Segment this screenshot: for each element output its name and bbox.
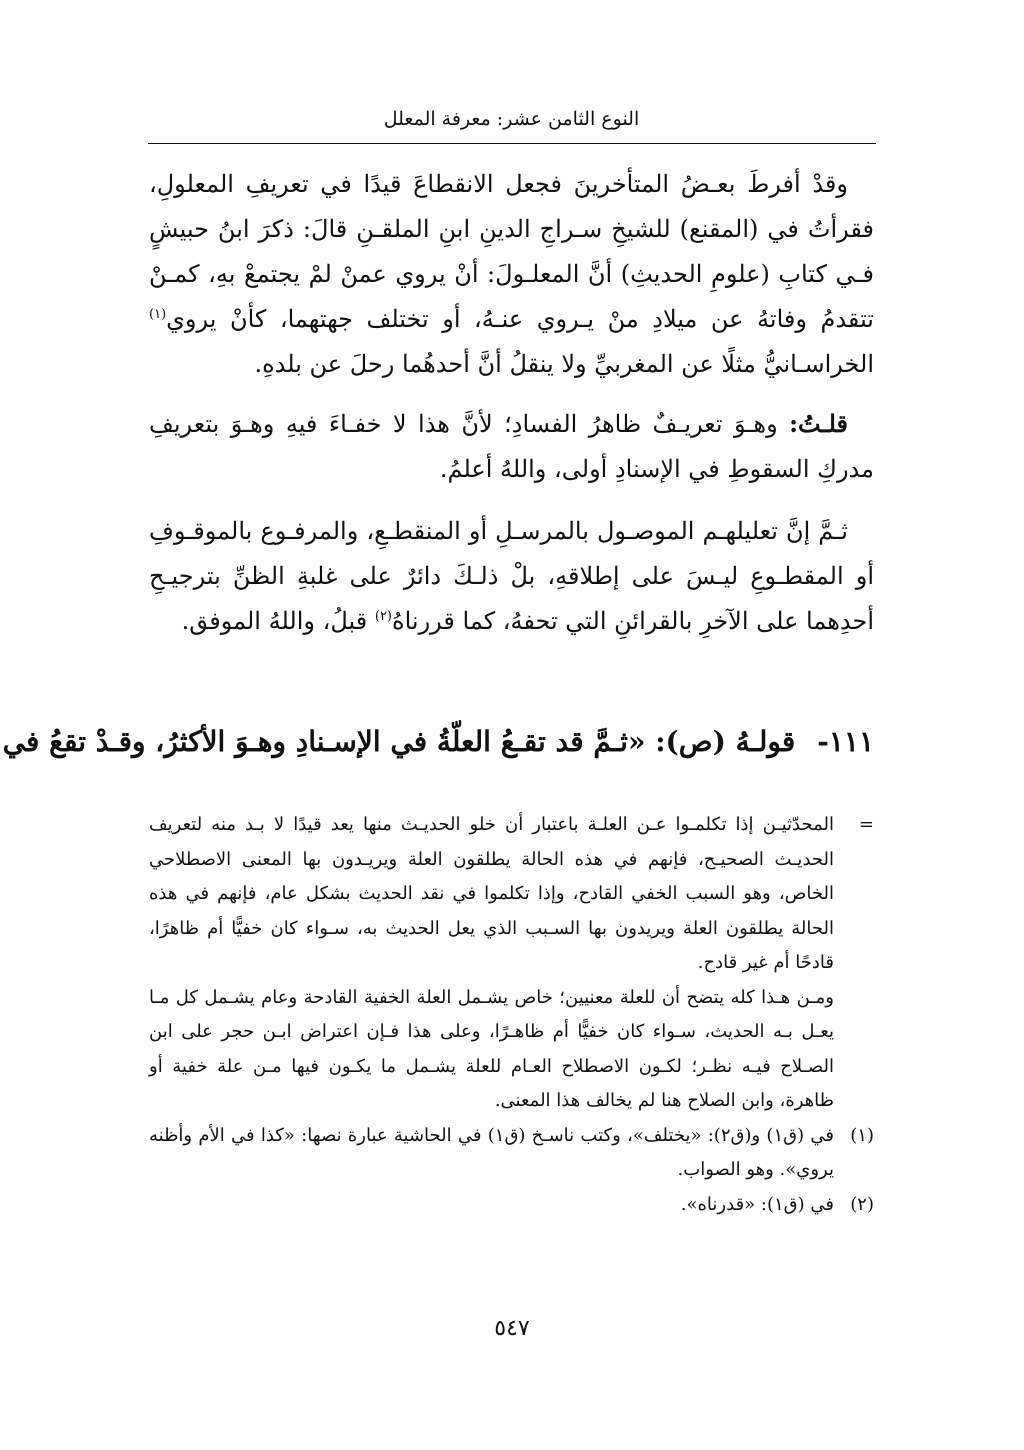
footnote-1-marker: (١) [850,1124,874,1146]
paragraph-1-text-a: وقدْ أفرطَ بعـضُ المتأخرينَ فجعل الانقطاعَ قيدًا في تعريفِ المعلولِ، فقرأتُ في (المقنع) للشيخِ سـراجِ الدينِ ابنِ الملقـنِ قالَ: ذكرَ ابنُ حبيشٍ فـي كتابِ (علومِ الحديثِ) أنَّ المعلـولَ: أنْ يروي عمنْ لمْ يجتمعْ بهِ، كمـنْ تتقدمُ وفاتهُ عن ميلادِ منْ يـروي عنـهُ، أو تختلف جهتهما، كأنْ يروي [149,170,875,333]
paragraph-3-text-a: ثـمَّ إنَّ تعليلهـم الموصـول بالمرسـلِ أو المنقطـعِ، والمرفـوع بالموقـوفِ أو المقطـوعِ ليـسَ على إطلاقهِ، بلْ ذلـكَ دائرٌ على غلبةِ الظنِّ بترجيـحِ أحدِهما على الآخرِ بالقرائنِ التي تحفهُ، كما قررناهُ [149,517,874,635]
paragraph-2 [149,401,874,492]
paragraph-1 [149,162,874,387]
paragraph-2-text: وهـوَ تعريـفٌ ظاهرُ الفسادِ؛ لأنَّ هذا لا خفـاءَ فيهِ وهـوَ بتعريفِ مدركِ السقوطِ في الإسنادِ أولى، واللهُ أعلمُ. [149,410,874,483]
footnote-continuation-text-2: ومـن هـذا كله يتضح أن للعلة معنيين؛ خاص يشـمل العلة الخفية القادحة وعام يشـمل كل مـا يعـل بـه الحديث، سـواء كان خفيًّا أم ظاهـرًا، وعلى هذا فـإن اعتراض ابـن حجر على ابن الصـلاح فيـه نظـر؛ لكـون الاصطلاح العـام للعلة يشـمل ما يكـون فيها مـن علة خفية أو ظاهرة، وابن الصلاح هنا لم يخالف هذا المعنى. [149,986,834,1111]
footnotes [149,808,874,1222]
footnote-2 [149,1188,874,1223]
section-heading-text: قولـهُ (ص): «ثـمَّ قد تقـعُ العلّةُ في الإسـنادِ وهـوَ الأكثرُ، وقـدْ تقعُ في [2,725,796,758]
footnote-ref-1[interactable]: (١) [149,307,167,322]
footnote-continuation-text-1: المحدّثيـن إذا تكلمـوا عـن العلـة باعتبار أن خلو الحديـث منها يعد قيدًا لا بـد منه لتعريف الحديـث الصحيـح، فإنهم في هذه الحالة يطلقون العلة ويريـدون بها المعنى الاصطلاحي الخاص، وهو السبب الخفي القادح، وإذا تكلموا في نقد الحديث بشكل عام، فإنهم في هذه الحالة يطلقون العلة ويريدون بها السـبب الذي يعل الحديث به، سـواء كان خفيًّا أم ظاهرًا، قادحًا أم غير قادح. [149,814,835,973]
continuation-marker: = [858,814,874,835]
paragraph-2-lead: قلـتُ: [789,409,848,438]
running-header: النوع الثامن عشر: معرفة المعلل [383,108,640,130]
footnote-2-text: في (ق١): «قدرناه». [680,1193,834,1215]
section-heading [2,720,874,764]
footnote-continuation-2 [149,981,874,1119]
footnote-continuation [149,808,874,981]
paragraph-3-text-b: قبلُ، واللهُ الموفق. [181,607,375,635]
page-number: ٥٤٧ [494,1316,530,1341]
footnote-1-text: في (ق١) و(ق٢): «يختلف»، وكتب ناسـخ (ق١) في الحاشية عبارة نصها: «كذا في الأم وأظنه يروي». وهو الصواب. [149,1124,834,1180]
paragraph-1-text-b: الخراسـانيُّ مثلًا عن المغربيِّ ولا ينقلُ أنَّ أحدهُما رحلَ عن بلدهِ. [254,350,874,378]
section-number: ١١١- [817,725,874,758]
footnote-1 [149,1119,874,1188]
footnote-2-marker: (٢) [850,1193,874,1215]
footnote-ref-2[interactable]: (٢) [374,609,392,624]
paragraph-3 [149,509,874,644]
main-text [149,162,874,661]
header-rule [148,143,876,144]
